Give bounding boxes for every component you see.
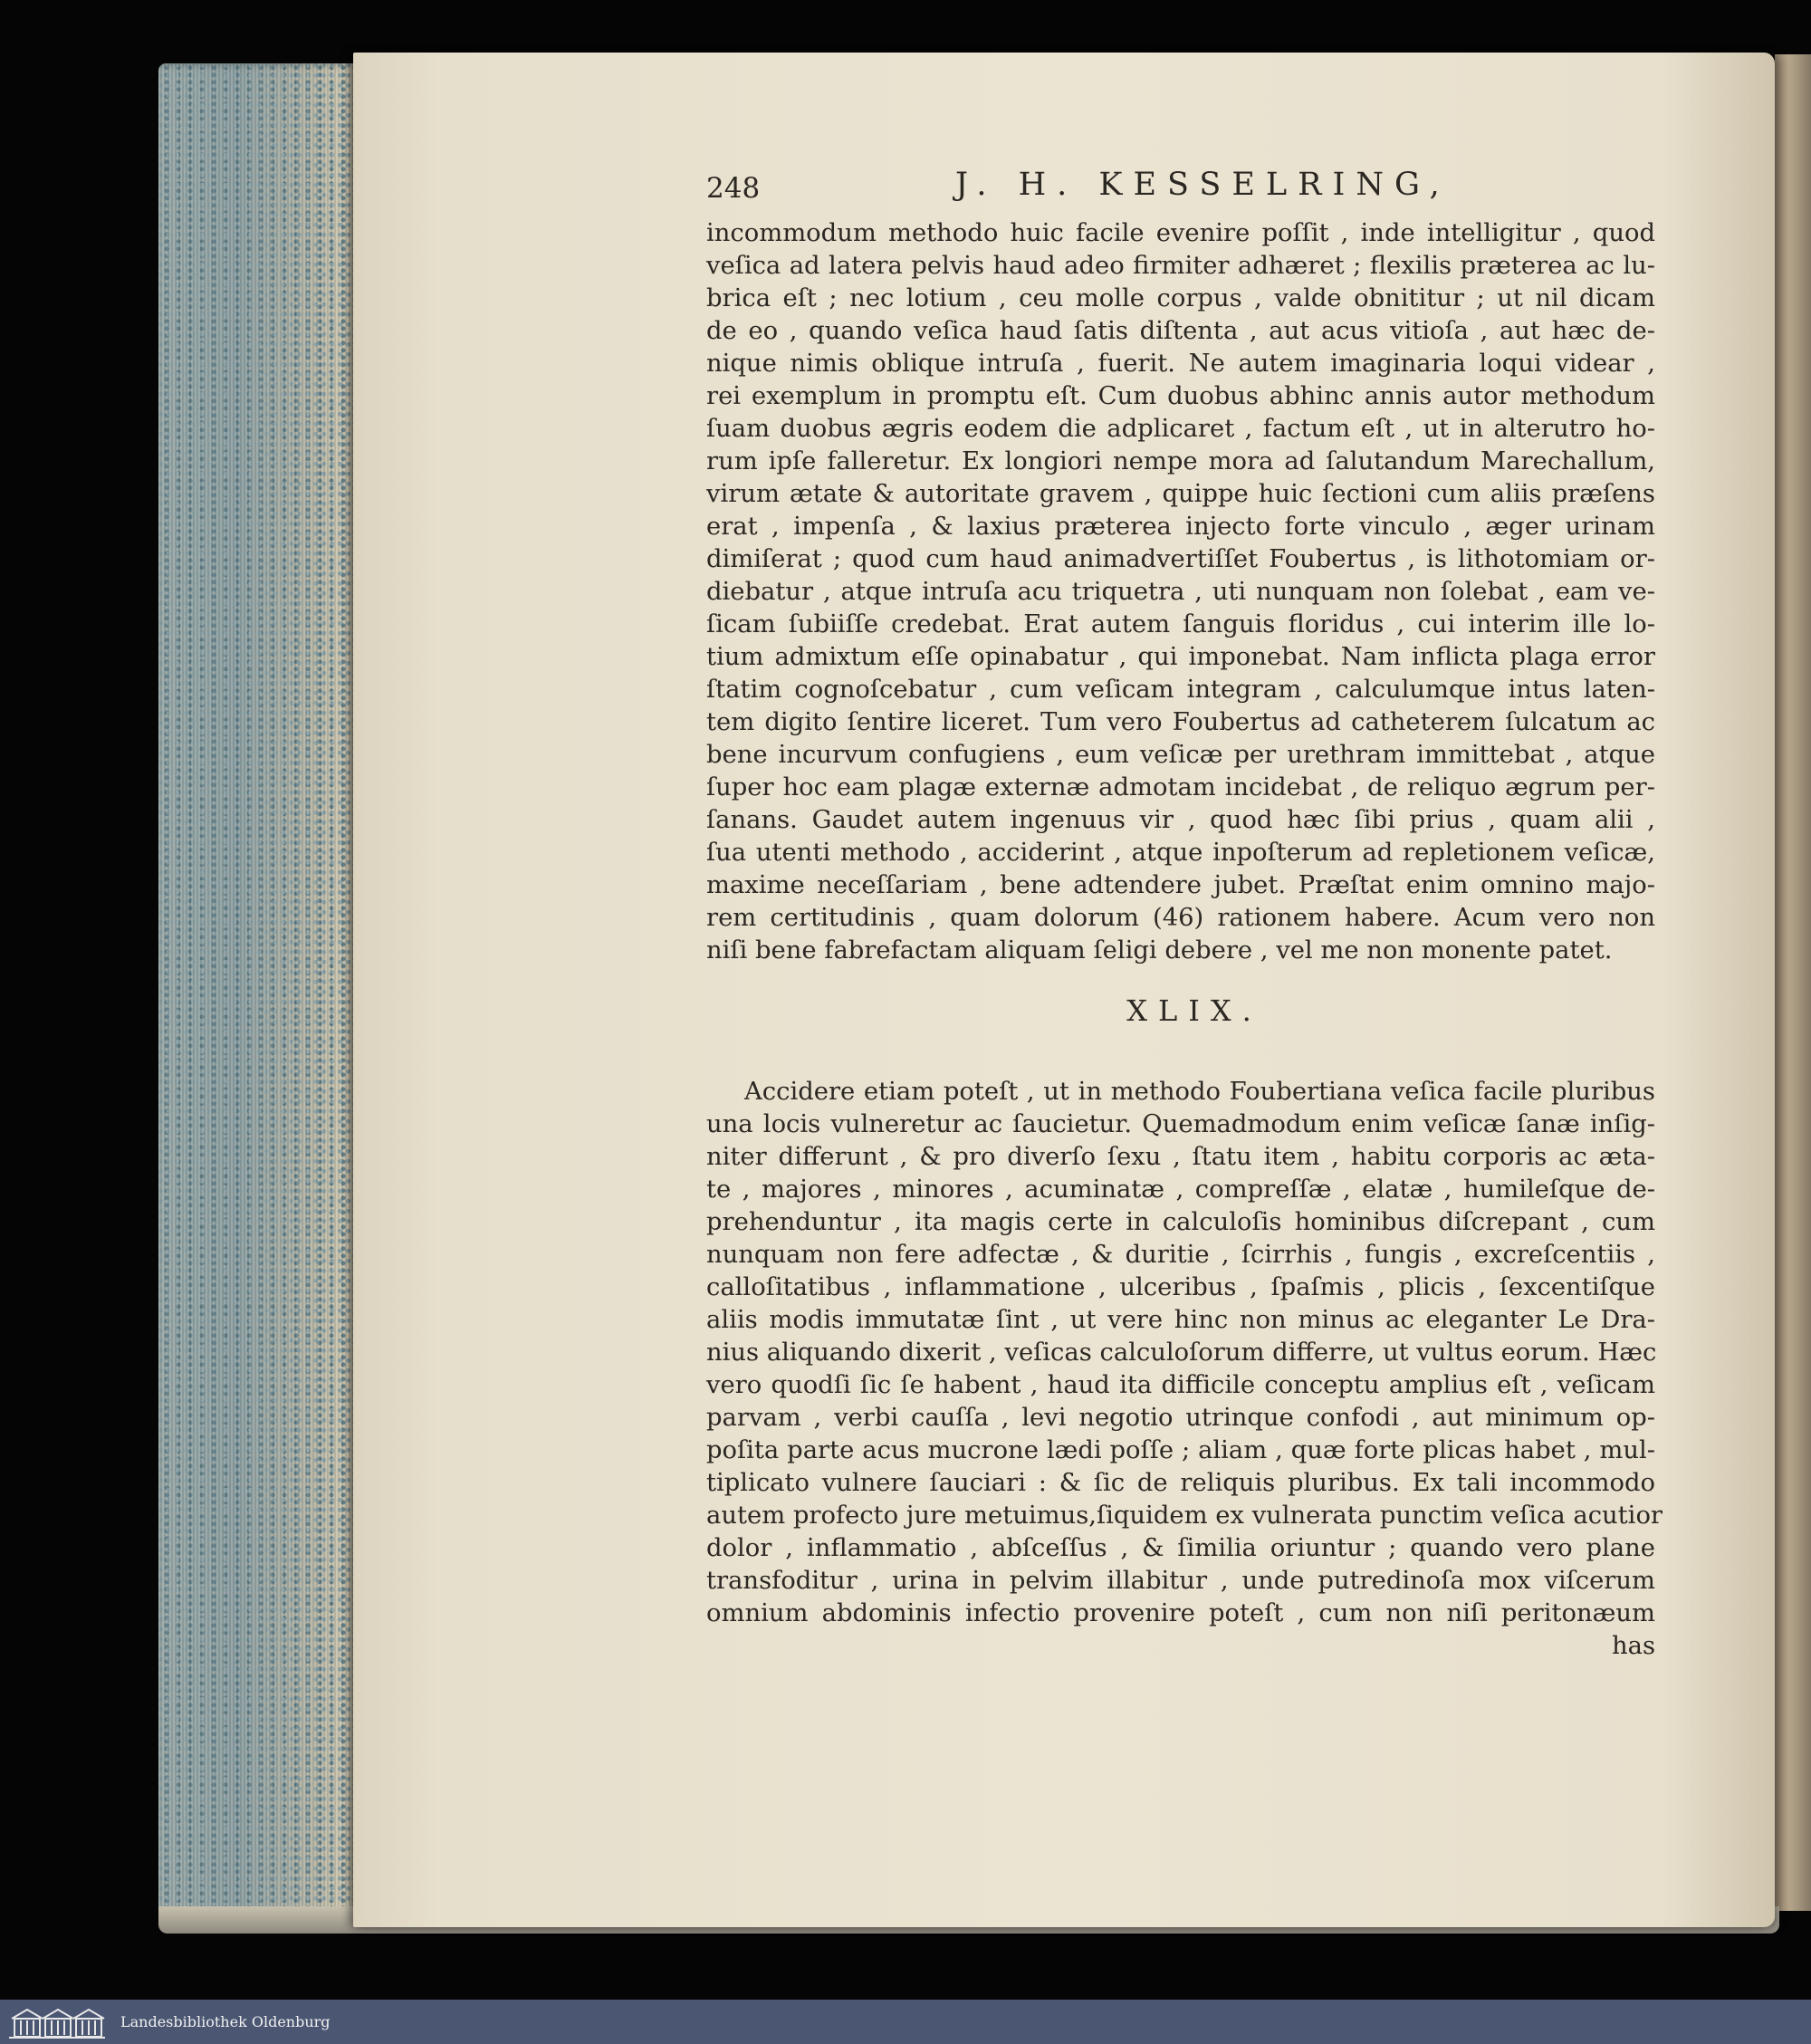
text-line: de eo , quando veſica haud ſatis diſtenta , aut acus vitioſa , aut hæc de- bbox=[706, 317, 1655, 345]
text-line: ſuper hoc eam plagæ externæ admotam incidebat , de reliquo ægrum per- bbox=[706, 773, 1655, 801]
text-line: nunquam non fere adfectæ , & duritie , ſcirrhis , fungis , excreſcentiis , bbox=[706, 1241, 1655, 1269]
text-line: aliis modis immutatæ ſint , ut vere hinc non minus ac eleganter Le Dra- bbox=[706, 1306, 1655, 1334]
text-line: autem profecto jure metuimus,ſiquidem ex vulnerata punctim veſica acutior bbox=[706, 1502, 1663, 1530]
text-line: rei exemplum in promptu eſt. Cum duobus abhinc annis autor methodum bbox=[706, 382, 1655, 410]
book-fore-edge bbox=[158, 63, 358, 1920]
text-line: veſica ad latera pelvis haud adeo firmiter adhæret ; flexilis præterea ac lu- bbox=[706, 252, 1655, 280]
text-line: bene incurvum confugiens , eum veſicæ per urethram immittebat , atque bbox=[706, 741, 1655, 769]
page-number: 248 bbox=[706, 172, 761, 205]
text-line: ſua utenti methodo , acciderint , atque inpoſterum ad repletionem veſicæ, bbox=[706, 839, 1655, 867]
text-line: diebatur , atque intruſa acu triquetra , uti nunquam non ſolebat , eam ve- bbox=[706, 578, 1655, 606]
text-line: niter differunt , & pro diverſo ſexu , ſtatu item , habitu corporis ac æta- bbox=[706, 1143, 1655, 1171]
text-line: niſi bene fabrefactam aliquam ſeligi debere , vel me non monente patet. bbox=[706, 936, 1613, 964]
catchword: has bbox=[1611, 1632, 1655, 1660]
running-head bbox=[706, 163, 1655, 217]
text-line: una locis vulneretur ac ſaucietur. Quemadmodum enim veſicæ ſanæ inſig- bbox=[706, 1110, 1655, 1138]
text-line: omnium abdominis infectio provenire poteſt , cum non niſi peritonæum bbox=[706, 1599, 1655, 1627]
running-title: J. H. KESSELRING, bbox=[955, 167, 1451, 203]
library-name[interactable]: Landesbibliothek Oldenburg bbox=[120, 2013, 331, 2030]
text-line: incommodum methodo huic facile evenire poſſit , inde intelligitur , quod bbox=[706, 219, 1655, 247]
text-line: nius aliquando dixerit , veſicas calculoſorum differre, ut vultus eorum. Hæc bbox=[706, 1339, 1657, 1367]
text-line: poſita parte acus mucrone lædi poſſe ; aliam , quæ forte plicas habet , mul- bbox=[706, 1436, 1655, 1464]
text-line: vero quodſi ſic ſe habent , haud ita difficile conceptu amplius eſt , veſicam bbox=[706, 1371, 1655, 1399]
text-line: maxime neceſſariam , bene adtendere jubet. Præſtat enim omnino majo- bbox=[706, 871, 1655, 899]
text-line: virum ætate & autoritate gravem , quippe huic ſectioni cum aliis præſens bbox=[706, 480, 1655, 508]
paragraph-2 bbox=[706, 1076, 1663, 1663]
paragraph-1 bbox=[706, 217, 1655, 967]
text-line: dimiſerat ; quod cum haud animadvertiſſet Foubertus , is lithotomiam or- bbox=[706, 545, 1655, 573]
page-text-column bbox=[706, 163, 1663, 1663]
text-line: erat , impenſa , & laxius præterea injecto forte vinculo , æger urinam bbox=[706, 513, 1655, 541]
text-line: parvam , verbi cauſſa , levi negotio utrinque confodi , aut minimum op- bbox=[706, 1404, 1655, 1432]
text-line: rum ipſe falleretur. Ex longiori nempe mora ad ſalutandum Marechallum, bbox=[706, 447, 1655, 475]
text-line: te , majores , minores , acuminatæ , compreſſæ , elatæ , humileſque de- bbox=[706, 1176, 1655, 1204]
text-line: ſanans. Gaudet autem ingenuus vir , quod hæc ſibi prius , quam alii , bbox=[706, 806, 1655, 834]
section-heading: XLIX. bbox=[1126, 993, 1262, 1028]
facing-page-edge bbox=[1775, 54, 1811, 1911]
text-line: calloſitatibus , inflammatione , ulceribus , ſpaſmis , plicis , ſexcentiſque bbox=[706, 1273, 1655, 1301]
text-line: Accidere etiam poteſt , ut in methodo Foubertiana veſica facile pluribus bbox=[744, 1078, 1655, 1106]
library-building-icon bbox=[7, 2004, 107, 2040]
text-line: prehenduntur , ita magis certe in calculoſis hominibus diſcrepant , cum bbox=[706, 1208, 1655, 1236]
text-line: brica eſt ; nec lotium , ceu molle corpus , valde obnititur ; ut nil dicam bbox=[706, 284, 1655, 312]
text-line: ſtatim cognoſcebatur , cum veſicam integram , calculumque intus laten- bbox=[706, 676, 1655, 704]
text-line: tium admixtum eſſe opinabatur , qui imponebat. Nam inflicta plaga error bbox=[706, 643, 1655, 671]
text-line: tiplicato vulnere ſauciari : & ſic de reliquis pluribus. Ex tali incommodo bbox=[706, 1469, 1655, 1497]
text-line: ſuam duobus ægris eodem die adplicaret , factum eſt , ut in alterutro ho- bbox=[706, 415, 1655, 443]
text-line: dolor , inflammatio , abſceſſus , & ſimilia oriuntur ; quando vero plane bbox=[706, 1534, 1655, 1562]
text-line: ſicam ſubiiſſe credebat. Erat autem ſanguis floridus , cui interim ille lo- bbox=[706, 610, 1655, 638]
text-line: rem certitudinis , quam dolorum (46) rationem habere. Acum vero non bbox=[706, 904, 1655, 932]
text-line: nique nimis oblique intruſa , fuerit. Ne autem imaginaria loqui videar , bbox=[706, 350, 1655, 378]
text-line: transfoditur , urina in pelvim illabitur , unde putredinoſa mox viſcerum bbox=[706, 1567, 1655, 1595]
text-line: tem digito ſentire liceret. Tum vero Foubertus ad catheterem ſulcatum ac bbox=[706, 708, 1655, 736]
footer-bar bbox=[0, 2000, 1811, 2044]
